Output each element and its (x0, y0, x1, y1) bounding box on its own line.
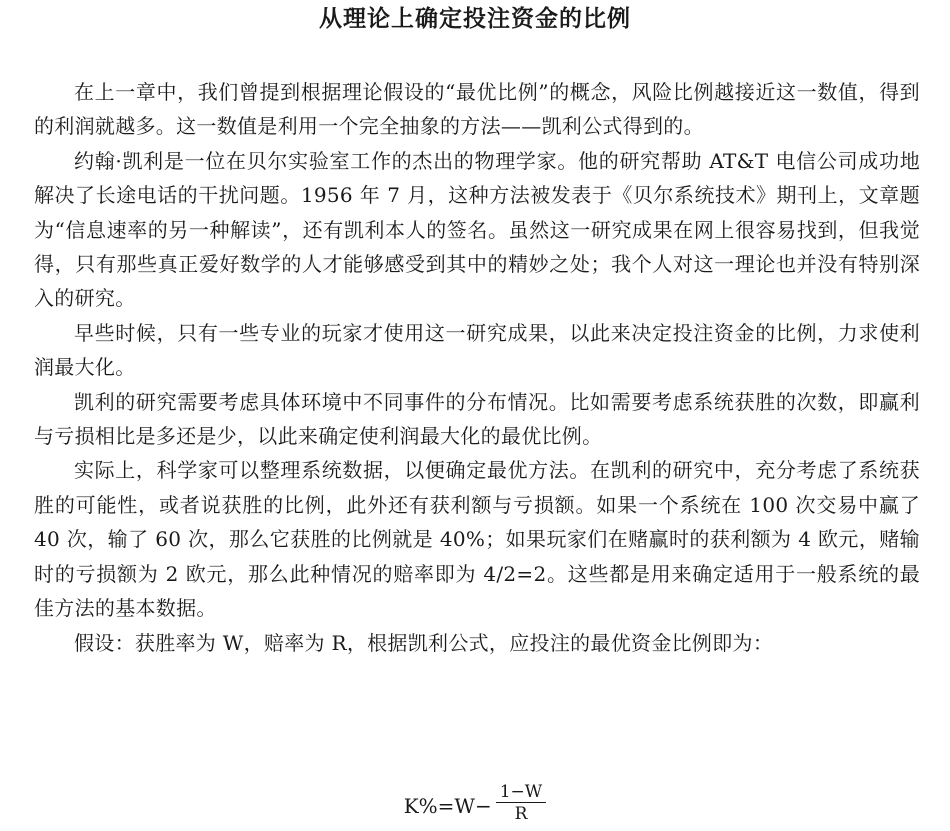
formula-numerator: 1−W (496, 782, 547, 803)
document-body (34, 75, 920, 660)
formula-fraction (496, 782, 547, 825)
paragraph-assumption: 假设：获胜率为 W，赔率为 R，根据凯利公式，应投注的最优资金比例即为： (74, 630, 774, 655)
kelly-formula (0, 782, 950, 825)
formula-lhs: K%=W− (403, 794, 492, 818)
paragraph-professional-players: 早些时候，只有一些专业的玩家才使用这一研究成果，以此来决定投注资金的比例，力求使利润最大化。 (34, 320, 920, 380)
formula-denominator: R (514, 804, 528, 824)
paragraph-system-data: 实际上，科学家可以整理系统数据，以便确定最优方法。在凯利的研究中，充分考虑了系统获胜的可能性，或者说获胜的比例，此外还有获利额与亏损额。如果一个系统在 100 次交易中赢了 40 次，输了 60 次，那么它获胜的比例就是 40%；如果玩家们在赌赢时的获利额为 4 欧元，赌输时的亏损额为 2 欧元，那么此种情况的赔率即为 4/2=2。这些都是用来确定适用于一般系统的最佳方法的基本数据。 (34, 458, 920, 621)
page-title: 从理论上确定投注资金的比例 (319, 6, 631, 32)
paragraph-distribution: 凯利的研究需要考虑具体环境中不同事件的分布情况。比如需要考虑系统获胜的次数，即赢利与亏损相比是多还是少，以此来确定使利润最大化的最优比例。 (34, 389, 920, 449)
paragraph-optimal-ratio-intro: 在上一章中，我们曾提到根据理论假设的“最优比例”的概念，风险比例越接近这一数值，得到的利润就越多。这一数值是利用一个完全抽象的方法——凯利公式得到的。 (34, 80, 920, 139)
paragraph-john-kelly: 约翰·凯利是一位在贝尔实验室工作的杰出的物理学家。他的研究帮助 AT&T 电信公司成功地解决了长途电话的干扰问题。1956 年 7 月，这种方法被发表于《贝尔系统技术》期刊上，文章题为“信息速率的另一种解读”，还有凯利本人的签名。虽然这一研究成果在网上很容易找到，但我觉得，只有那些真正爱好数学的人才能够感受到其中的精妙之处；我个人对这一理论也并没有特别深入的研究。 (34, 148, 920, 311)
